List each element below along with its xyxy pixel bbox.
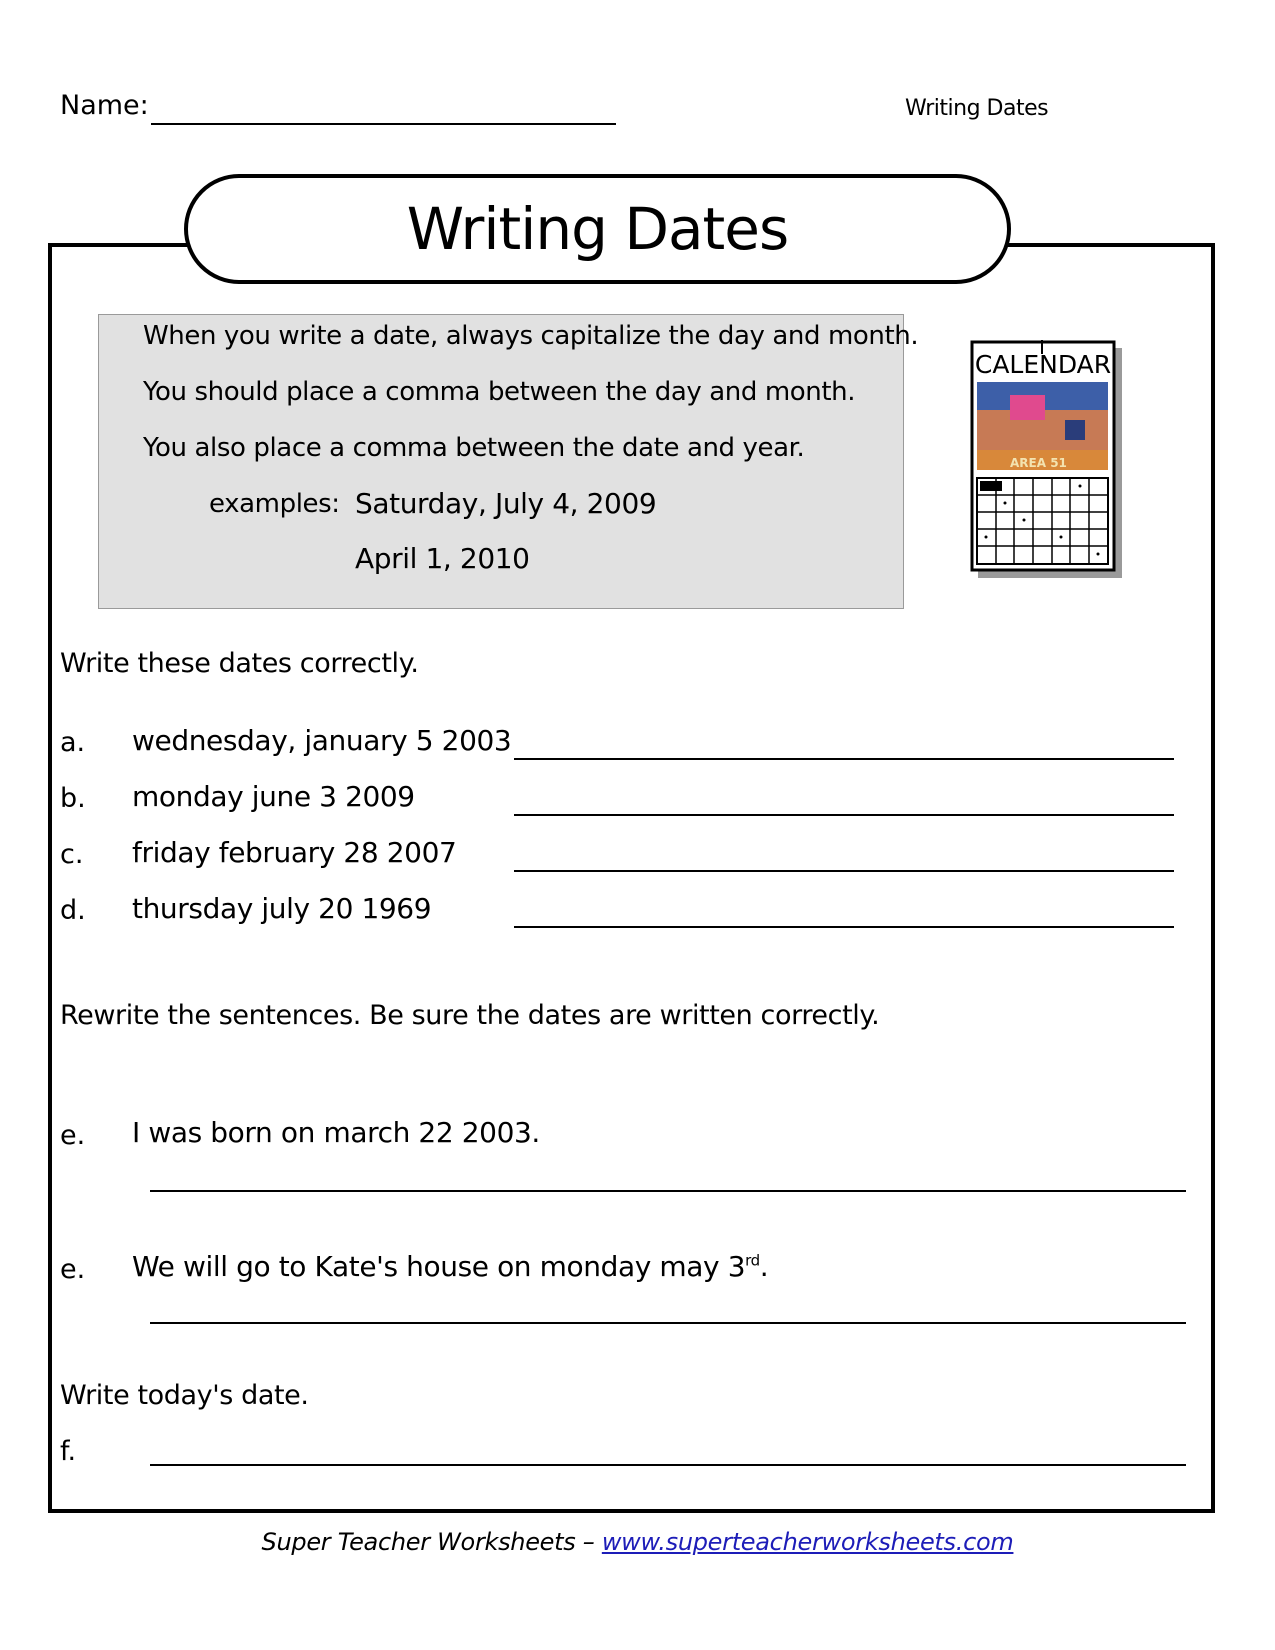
instruction-rewrite-sentences: Rewrite the sentences. Be sure the dates are written correctly. xyxy=(60,1000,880,1031)
item-date-text: wednesday, january 5 2003 xyxy=(132,724,512,757)
footer xyxy=(0,1528,1275,1556)
item-letter: e. xyxy=(60,1120,86,1151)
answer-line[interactable] xyxy=(150,1322,1186,1324)
item-date-text: friday february 28 2007 xyxy=(132,836,457,869)
answer-line[interactable] xyxy=(514,870,1174,872)
instruction-todays-date: Write today's date. xyxy=(60,1380,309,1411)
rule-line: You also place a comma between the date and year. xyxy=(143,433,805,463)
name-label: Name: xyxy=(60,90,149,121)
calendar-label: CALENDAR xyxy=(974,350,1112,379)
instruction-write-dates: Write these dates correctly. xyxy=(60,648,419,679)
rule-line: When you write a date, always capitalize the day and month. xyxy=(143,321,919,351)
item-letter: e. xyxy=(60,1254,86,1285)
title-banner xyxy=(184,174,1011,284)
answer-line[interactable] xyxy=(514,926,1174,928)
item-letter: a. xyxy=(60,727,86,758)
item-letter: b. xyxy=(60,783,86,814)
item-date-text: thursday july 20 1969 xyxy=(132,892,432,925)
item-letter: c. xyxy=(60,839,84,870)
item-letter: d. xyxy=(60,895,86,926)
example-date: Saturday, July 4, 2009 xyxy=(355,487,657,520)
item-sentence-text: I was born on march 22 2003. xyxy=(132,1116,540,1149)
item-date-text: monday june 3 2009 xyxy=(132,780,415,813)
calendar-icon xyxy=(970,340,1122,580)
answer-line[interactable] xyxy=(150,1190,1186,1192)
examples-label: examples: xyxy=(209,489,340,519)
item-sentence-text: We will go to Kate's house on monday may 3rd. xyxy=(132,1250,769,1283)
footer-brand: Super Teacher Worksheets – xyxy=(261,1528,602,1556)
item-letter: f. xyxy=(60,1436,77,1467)
name-answer-line[interactable] xyxy=(151,123,616,125)
calendar-photo-text: AREA 51 xyxy=(1010,456,1067,470)
example-date: April 1, 2010 xyxy=(355,542,530,575)
header-sheet-title: Writing Dates xyxy=(905,96,1049,121)
answer-line[interactable] xyxy=(150,1464,1186,1466)
answer-line[interactable] xyxy=(514,758,1174,760)
ordinal-suffix: rd xyxy=(745,1251,760,1270)
rule-line: You should place a comma between the day and month. xyxy=(143,377,856,407)
page-title: Writing Dates xyxy=(406,195,789,263)
answer-line[interactable] xyxy=(514,814,1174,816)
footer-link[interactable]: www.superteacherworksheets.com xyxy=(601,1528,1014,1556)
rules-box xyxy=(98,314,919,609)
